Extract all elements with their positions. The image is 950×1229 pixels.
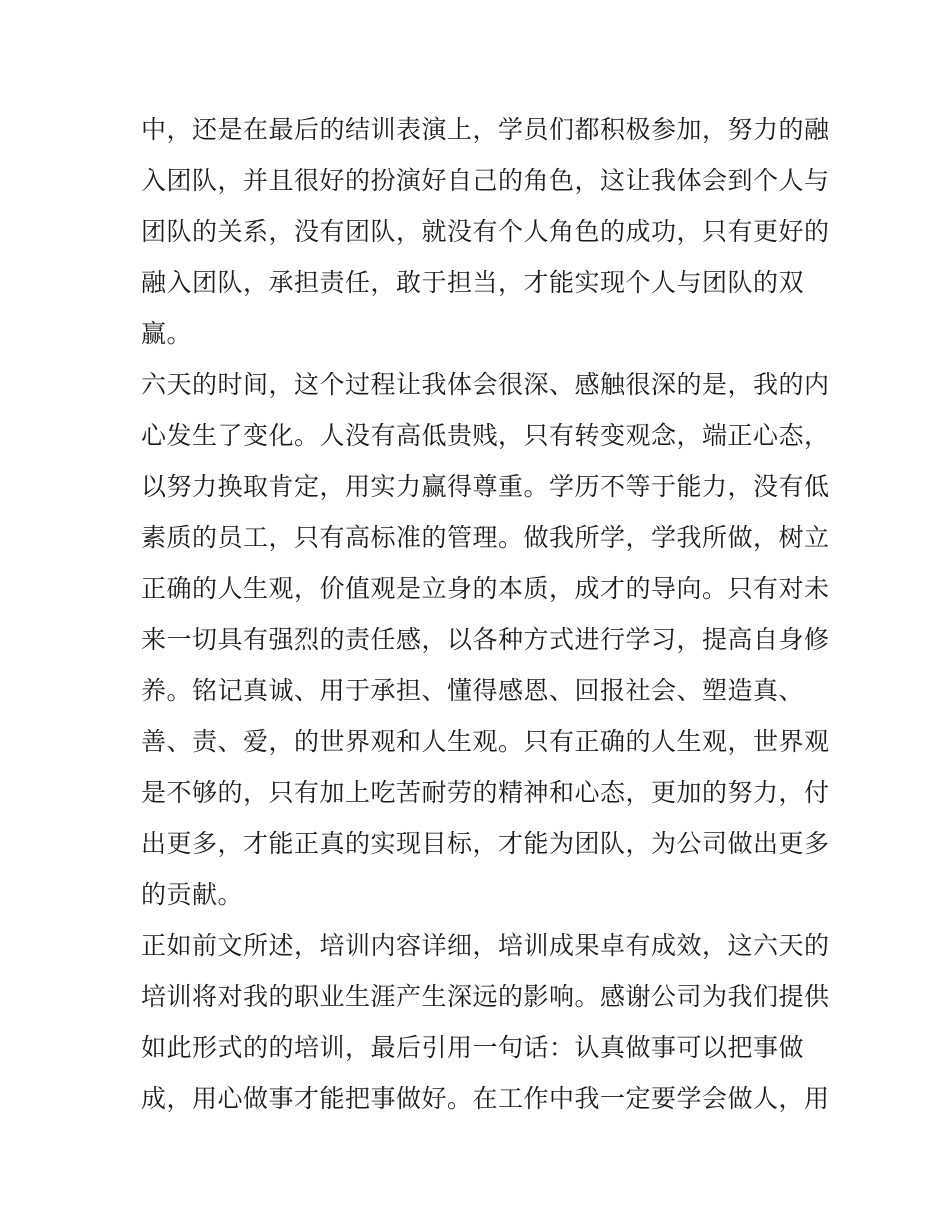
text-line: 六天的时间，这个过程让我体会很深、感触很深的是，我的内: [141, 370, 830, 399]
paragraph-2: [141, 359, 830, 920]
text-line: 如此形式的的培训，最后引用一句话：认真做事可以把事做: [141, 1033, 805, 1062]
text-line: 以努力换取肯定，用实力赢得尊重。学历不等于能力，没有低: [141, 472, 830, 501]
text-line: 来一切具有强烈的责任感，以各种方式进行学习，提高自身修: [141, 625, 830, 654]
text-line: 养。铭记真诚、用于承担、懂得感恩、回报社会、塑造真、: [141, 676, 805, 705]
text-line: 出更多，才能正真的实现目标，才能为团队，为公司做出更多: [141, 829, 830, 858]
text-line: 团队的关系，没有团队，就没有个人角色的成功，只有更好的: [141, 217, 830, 246]
text-line: 融入团队，承担责任，敢于担当，才能实现个人与团队的双: [141, 268, 805, 297]
text-line: 中，还是在最后的结训表演上，学员们都积极参加，努力的融: [141, 115, 830, 144]
text-line: 善、责、爱，的世界观和人生观。只有正确的人生观，世界观: [141, 727, 830, 756]
text-line: 素质的员工，只有高标准的管理。做我所学，学我所做，树立: [141, 523, 830, 552]
paragraph-3: [141, 920, 830, 1124]
text-line: 赢。: [141, 319, 193, 348]
text-line: 培训将对我的职业生涯产生深远的影响。感谢公司为我们提供: [141, 982, 830, 1011]
text-line: 的贡献。: [141, 880, 244, 909]
text-line: 正确的人生观，价值观是立身的本质，成才的导向。只有对未: [141, 574, 830, 603]
text-line: 是不够的，只有加上吃苦耐劳的精神和心态，更加的努力，付: [141, 778, 830, 807]
text-line: 心发生了变化。人没有高低贵贱，只有转变观念，端正心态，: [141, 421, 830, 450]
text-line: 入团队，并且很好的扮演好自己的角色，这让我体会到个人与: [141, 166, 830, 195]
text-line: 正如前文所述，培训内容详细，培训成果卓有成效，这六天的: [141, 931, 830, 960]
paragraph-1: [141, 104, 830, 359]
text-line: 成，用心做事才能把事做好。在工作中我一定要学会做人，用: [141, 1084, 830, 1113]
document-body: [141, 104, 830, 1124]
